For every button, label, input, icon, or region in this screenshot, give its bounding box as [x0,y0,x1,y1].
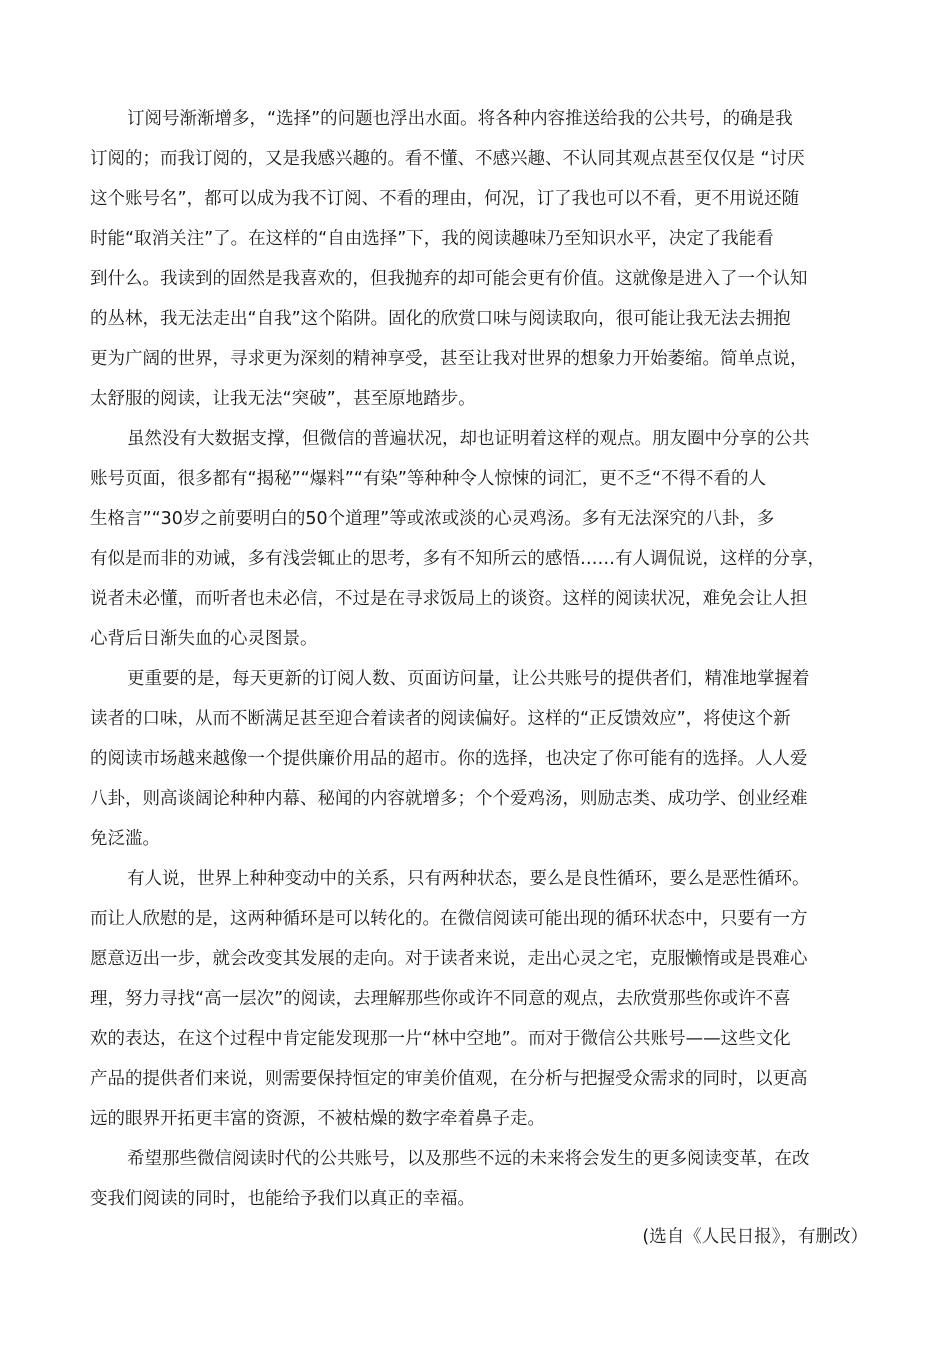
article-line: 心背后日渐失血的心灵图景。 [90,629,318,649]
article-line: 产品的提供者们来说，则需要保持恒定的审美价值观，在分析与把握受众需求的同时，以更高 [90,1069,808,1089]
article-line: 八卦，则高谈阔论种种内幕、秘闻的内容就增多；个个爱鸡汤，则励志类、成功学、创业经难 [90,789,808,809]
article-line: 时能“取消关注”了。在这样的“自由选择”下，我的阅读趣味乃至知识水平，决定了我能看 [90,229,774,249]
article-line: 太舒服的阅读，让我无法“突破”，甚至原地踏步。 [90,389,476,409]
article-line: 免泛滥。 [90,829,160,849]
article-source: (选自《人民日报》，有删改） [642,1227,868,1247]
article-line: 的丛林，我无法走出“自我”这个陷阱。固化的欣赏口味与阅读取向，很可能让我无法去拥抱 [90,309,791,329]
article-line: 有似是而非的劝诫，多有浅尝辄止的思考，多有不知所云的感悟……有人调侃说，这样的分享， [90,549,825,569]
article-line: 更重要的是，每天更新的订阅人数、页面访问量，让公共账号的提供者们，精准地掌握着 [127,669,810,689]
article-line: 希望那些微信阅读时代的公共账号，以及那些不远的未来将会发生的更多阅读变革，在改 [127,1149,810,1169]
article-line: 账号页面，很多都有“揭秘”“爆料”“有染”等种种令人惊悚的词汇，更不乏“不得不看的人 [90,469,766,489]
article-line: 更为广阔的世界，寻求更为深刻的精神享受，甚至让我对世界的想象力开始萎缩。简单点说， [90,349,808,369]
article-line: 有人说，世界上种种变动中的关系，只有两种状态，要么是良性循环，要么是恶性循环。 [127,869,810,889]
article-line: 这个账号名”，都可以成为我不订阅、不看的理由，何况，订了我也可以不看，更不用说还随 [90,189,800,209]
article-line: 虽然没有大数据支撑，但微信的普遍状况，却也证明着这样的观点。朋友圈中分享的公共 [127,429,810,449]
article-line: 说者未必懂，而听者也未必信，不过是在寻求饭局上的谈资。这样的阅读状况，难免会让人担 [90,589,808,609]
article-line: 愿意迈出一步，就会改变其发展的走向。对于读者来说，走出心灵之宅，克服懒惰或是畏难心 [90,949,808,969]
article-line: 欢的表达，在这个过程中肯定能发现那一片“林中空地”。而对于微信公共账号——这些文化 [90,1029,791,1049]
article-line: 而让人欣慰的是，这两种循环是可以转化的。在微信阅读可能出现的循环状态中，只要有一方 [90,909,808,929]
article-line: 理，努力寻找“高一层次”的阅读，去理解那些你或许不同意的观点，去欣赏那些你或许不喜 [90,989,791,1009]
article-line: 的阅读市场越来越像一个提供廉价用品的超市。你的选择，也决定了你可能有的选择。人人爱 [90,749,808,769]
article-line: 到什么。我读到的固然是我喜欢的，但我抛弃的却可能会更有价值。这就像是进入了一个认知 [90,269,808,289]
article-line: 订阅的；而我订阅的，又是我感兴趣的。看不懂、不感兴趣、不认同其观点甚至仅仅是 “讨厌 [90,149,805,169]
article-line: 读者的口味，从而不断满足甚至迎合着读者的阅读偏好。这样的“正反馈效应”，将使这个新 [90,709,791,729]
article-line: 订阅号渐渐增多，“选择”的问题也浮出水面。将各种内容推送给我的公共号，的确是我 [127,109,793,129]
article-line: 远的眼界开拓更丰富的资源，不被枯燥的数字牵着鼻子走。 [90,1109,545,1129]
article-line: 变我们阅读的同时，也能给予我们以真正的幸福。 [90,1189,475,1209]
article-line: 生格言”“30岁之前要明白的50个道理”等或浓或淡的心灵鸡汤。多有无法深究的八卦，多 [90,509,775,529]
